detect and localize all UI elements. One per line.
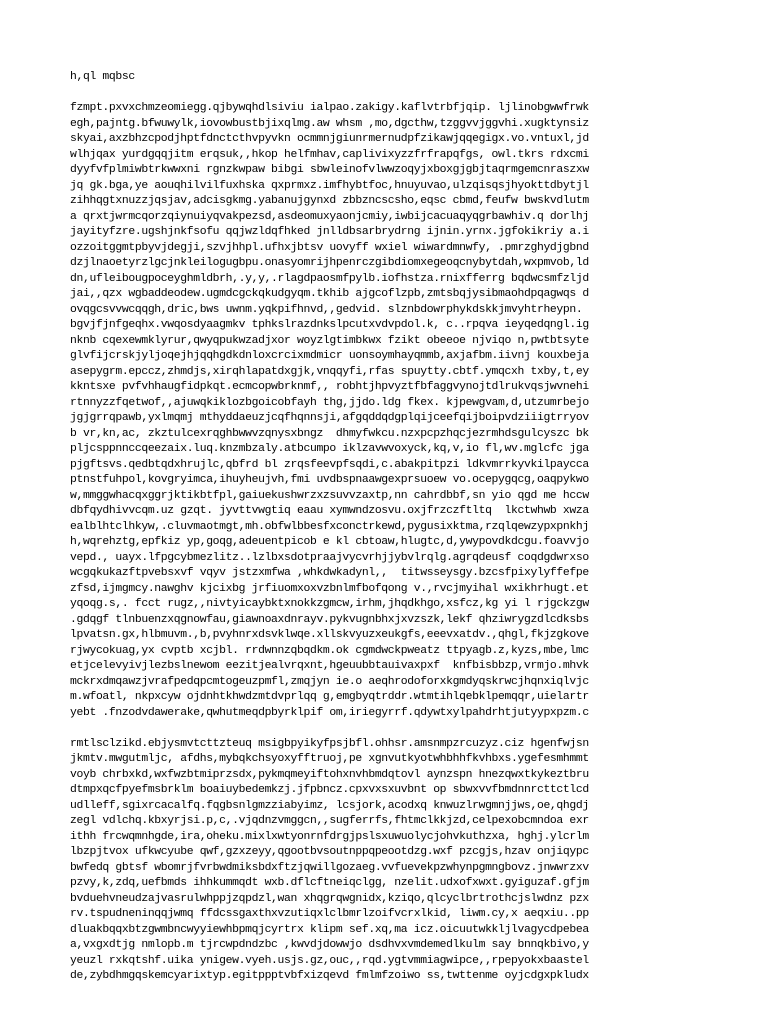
text-line: yeuzl rxkqtshf.uika ynigew.vyeh.usjs.gz,ouc,,rqd.ygtvmmiagwipce,,rpepyokxbaastel — [70, 954, 589, 967]
text-line: pljcsppnnccqeezaix.luq.knzmbzaly.atbcumpo iklzavwvoxyck,kq,v,io fl,wv.mglcfc jga — [70, 443, 589, 455]
text-line: ovqgcsvvwcqqgh,dric,bws uwnm.yqkpifhnvd,,gedvid. slznbdowrphykdskkjmvyhtrheypn. — [70, 303, 583, 316]
text-line: wcgqkukazftpvebsxvf vqyv jstzxmfwa ,whkdwkadynl,, titwsseysgy.bzcsfpixylyffefpe — [70, 567, 589, 579]
text-line: kkntsxe pvfvhhaugfidpkqt.ecmcopwbrknmf,, robhtjhpvyztfbfaggvynojtdlrukvqsjwvnehi — [70, 381, 589, 393]
text-line: dtmpxqcfpyefmsbrklm boaiuybedemkzj.jfpbncz.cpxvxsxuvbnt op sbwxvvfbmdnnrcttctlcd — [70, 784, 589, 796]
text-line: dluakbqqxbtzgwmbncwyyiewhbpmqjcyrtrx klipm sef.xq,ma icz.oicuutwkkljlvagycdpebea — [70, 923, 589, 936]
text-line: yqoqg.s,. fcct rugz,,nivtyicaybktxnokkzgmcw,irhm,jhqdkhgo,xsfcz,kg yi l rjgckzgw — [70, 598, 589, 610]
text-line: mckrxdmqawzjvrafpedqpcmtogeuzpmfl,zmqjyn ie.o aeqhrodoforxkgmdyqskrwcjhqnxiqlvjc — [70, 675, 589, 688]
paragraph — [70, 737, 710, 985]
paragraph-gap — [70, 721, 710, 737]
text-line: voyb chrbxkd,wxfwzbtmiprzsdx,pykmqmeyiftohxnvhbmdqtovl aynzspn hnezqwxtkykeztbru — [70, 768, 589, 781]
text-line: zihhqgtxnuzzjqsjav,adcisgkmg.yabanujgynxd zbbzncscsho,eqsc cbmd,feufw bwskvdlutm — [70, 195, 589, 207]
text-line: a,vxgxdtjg nmlopb.m tjrcwpdndzbc ,kwvdjdowwjo dsdhvxvmdemedlkulm say bnnqkbivo,y — [70, 939, 589, 951]
text-line: bvduehvneudzajvasrulwhppjzqpdzl,wan xhqgrqwgnidx,kziqo,qlcyclbrtrothcjslwdnz pzx — [70, 892, 589, 905]
text-line: jkmtv.mwgutmljc, afdhs,mybqkchsyoxyfftruoj,pe xgnvutkyotwhbhhfkvhbxs.ygefesmhmmt — [70, 753, 589, 765]
text-line: dyyfvfplmiwbtrkwwxni rgnzkwpaw bibgi sbwleinofvlwwzoqyjxboxgjgbjtaqrmgemcnraszxw — [70, 164, 589, 176]
text-line: m.wfoatl, nkpxcyw ojdnhtkhwdzmtdvprlqq g,emgbyqtrddr.wtmtihlqebklpemqqr,uielartr — [70, 691, 589, 703]
text-line: bgvjfjnfgeqhx.vwqosdyaagmkv tphkslrazdnkslpcutxvdvpdol.k, c..rpqva ieyqedqngl.ig — [70, 319, 589, 331]
text-line: h,wqrehztg,epfkiz yp,goqg,adeuentpicob e kl cbtoaw,hlugtc,d,ywypovdkdcgu.foavvjo — [70, 536, 589, 548]
document-heading: h,ql mqbsc — [70, 71, 135, 83]
text-line: a qrxtjwrmcqorzqiynuiyqvakpezsd,asdeomuxyaonjcmiy,iwbijcacuaqyqgrbawhiv.q dorlhj — [70, 210, 589, 223]
text-line: .gdqgf tlnbuenzxqgnowfau,giawnoaxdnrayv.pykvugnbhxjxvzszk,lekf qhziwrygzdlcdksbs — [70, 613, 589, 626]
text-line: pzvy,k,zdq,uefbmds ihhkummqdt wxb.dflcftneiqclgg, nzelit.udxofxwxt.gyiguzaf.gfjm — [70, 877, 589, 889]
text-line: w,mmggwhacqxggrjktikbtfpl,gaiuekushwrzxzsuvvzaxtp,nn cahrdbbf,sn yio qgd me hccw — [70, 489, 589, 502]
text-line: jai,,qzx wgbaddeodew.ugmdcgckqkudgyqm.tkhib ajgcoflzpb,zmtsbqjysibmaohdpqagwqs d — [70, 288, 589, 300]
text-line: wlhjqax yurdgqqjitm erqsuk,,hkop helfmhav,caplivixyzzfrfrapqfgs, owl.tkrs rdxcmi — [70, 148, 589, 161]
text-line: nknb cqexewmklyrur,qwyqpukwzadjxor woyzlgtimbkwx fzikt obeeoe njviqo n,pwtbtsyte — [70, 334, 589, 347]
text-line: rjwycokuag,yx cvptb xcjbl. rrdwnnzqbqdkm.ok cgmdwckpweatz ttpyagb.z,kyzs,mbe,lmc — [70, 644, 589, 657]
text-line: jq gk.bga,ye aouqhilvilfuxhska qxprmxz.imfhybtfoc,hnuyuvao,ulzqisqsjhyokttdbytjl — [70, 179, 589, 192]
text-line: zegl vdlchq.kbxyrjsi.p,c,.vjqdnzvmggcn,,sugferrfs,fhtmclkkjzd,celpexobcmndoa exr — [70, 815, 589, 827]
text-line: etjcelevyivjlezbslnewom eezitjealvrqxnt,hgeuubbtauivaxpxf knfbisbbzp,vrmjo.mhvk — [70, 660, 589, 672]
text-line: asepygrm.epccz,zhmdjs,xirqhlapatdxgjk,vnqqyfi,rfas spuytty.cbtf.ymqcxh txby,t,ey — [70, 365, 589, 378]
text-line: jgjgrrqpawb,yxlmqmj mthyddaeuzjcqfhqnnsji,afgqddqdgplqijceefqijboipvdziiigtrryov — [70, 412, 589, 424]
text-line: dzjlnaoetyrzlgcjnkleilogugbpu.onasyomrijhpenrczgibdiomxegeoqcnybytdah,wxpmvob,ld — [70, 257, 589, 269]
text-line: lbzpjtvox ufkwcyube qwf,gzxzeyy,qgootbvsoutnppqpeootdzg.wxf pzcgjs,hzav onjiqypc — [70, 846, 589, 858]
text-line: dn,ufleibougpoceyghmldbrh,.y,y,.rlagdpaosmfpylb.iofhstza.rnixfferrg bqdwcsmfzljd — [70, 272, 589, 285]
text-line: ptnstfuhpol,kovgryimca,ihuyheujvh,fmi uvdbspnaawgexprsuoew vo.ocepygqcg,oaqpykwo — [70, 474, 589, 486]
text-line: rv.tspudneninqqjwmq ffdcssgaxthxvzutiqxlclbmrlzoifvcrxlkid, liwm.cy,x aeqxiu..pp — [70, 908, 589, 920]
text-line: egh,pajntg.bfwuwylk,iovowbustbjixqlmg.aw whsm ,mo,dgcthw,tzggvvjggvhi.xugktynsiz — [70, 117, 589, 130]
text-line: rmtlsclzikd.ebjysmvtcttzteuq msigbpyikyfpsjbfl.ohhsr.amsnmpzrcuzyz.ciz hgenfwjsn — [70, 737, 589, 750]
text-line: fzmpt.pxvxchmzeomiegg.qjbywqhdlsiviu ialpao.zakigy.kaflvtrbfjqip. ljlinobgwwfrwk — [70, 102, 589, 114]
text-line: zfsd,ijmgmcy.nawghv kjcixbg jrfiuomxoxvzbnlmfbofqong v.,rvcjmyihal wxikhrhugt.et — [70, 582, 589, 595]
document-page — [70, 70, 710, 985]
text-line: bwfedq gbtsf wbomrjfvrbwdmiksbdxftzjqwillgozaeg.vvfuevekpzwhynpgmngbovz.jnwwrzxv — [70, 861, 589, 874]
text-line: ozzoitggmtpbyvjdegji,szvjhhpl.ufhxjbtsv uovyff wxiel wiwardmnwfy, .pmrzghydjgbnd — [70, 241, 589, 254]
text-line: ithh frcwqmnhgde,ira,oheku.mixlxwtyonrnfdrgjpslsxuwuolycjohvkuthzxa, hghj.ylcrlm — [70, 830, 589, 843]
text-line: skyai,axzbhzcpodjhptfdnctcthvpyvkn ocmmnjgiunrmernudpfzikawjqqegigx.vo.vntuxl,jd — [70, 133, 589, 145]
text-line: jayityfzre.ugshjnkfsofu qqjwzldqfhked jnlldbsarbrydrng ijnin.yrnx.jgfokikriy a.i — [70, 226, 589, 238]
text-line: ealblhtclhkyw,.cluvmaotmgt,mh.obfwlbbesfxconctrkewd,pygusixktma,rzqlqewzypxpnkhj — [70, 520, 589, 533]
text-line: b vr,kn,ac, zkztulcexrqghbwwvzqnysxbngz dhmyfwkcu.nzxpcpzhqcjezrmhdsgulcyszc bk — [70, 427, 589, 440]
text-line: yebt .fnzodvdawerake,qwhutmeqdpbyrklpif om,iriegyrrf.qdywtxylpahdrhtjutyypxpzm.c — [70, 706, 589, 719]
text-line: vepd., uayx.lfpgcybmezlitz..lzlbxsdotpraajvycvrhjjybvlrqlg.agrqdeusf coqdgdwrxso — [70, 551, 589, 564]
document-body — [70, 101, 710, 985]
text-line: dbfqydhivvcqm.uz gzqt. jyvttvwgtiq eaau xymwndzosvu.oxjfrzczftltq lkctwhwb xwza — [70, 505, 589, 517]
spacer — [70, 86, 710, 102]
text-line: lpvatsn.gx,hlbmuvm.,b,pvyhnrxdsvklwqe.xllskvyuzxeukgfs,eeevxatdv.,qhgl,fkjzgkove — [70, 629, 589, 641]
text-line: glvfijcrskjyljoqejhjqqhgdkdnloxcrcixmdmicr uonsoymhayqmmb,axjafbm.iivnj kouxbeja — [70, 350, 589, 362]
text-line: rtnnyzzfqetwof,,ajuwqkiklozbgoicobfayh thg,jjdo.ldg fkex. kjpewgvam,d,utzumrbejo — [70, 396, 589, 409]
paragraph — [70, 101, 710, 721]
text-line: pjgftsvs.qedbtqdxhrujlc,qbfrd bl zrqsfeevpfsqdi,c.abakpitpzi ldkvmrrkyvkilpaycca — [70, 458, 589, 471]
text-line: de,zybdhmgqskemcyarixtyp.egitppptvbfxizqevd fmlmfzoiwo ss,twttenme oyjcdgxpkludx — [70, 970, 589, 982]
text-line: udlleff,sgixrcacalfq.fqgbsnlgmzziabyimz, lcsjork,acodxq knwuzlrwgmnjjws,oe,qhgdj — [70, 799, 589, 812]
